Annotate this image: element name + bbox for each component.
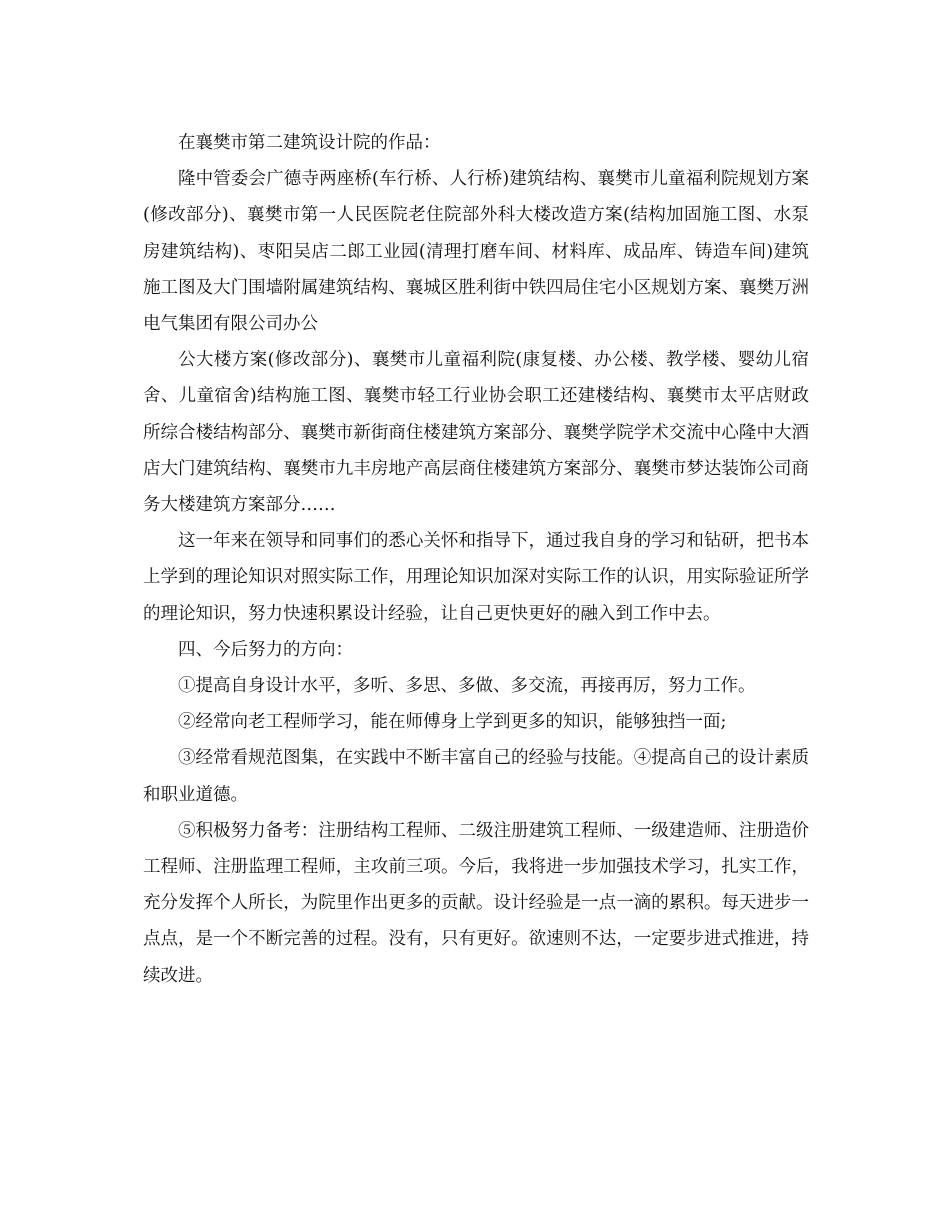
list-item-2: ②经常向老工程师学习，能在师傅身上学到更多的知识，能够独挡一面; (178, 712, 727, 733)
section-heading-future-direction: 四、今后努力的方向： (178, 639, 353, 660)
paragraph-works-heading: 在襄樊市第二建筑设计院的作品： (178, 133, 441, 153)
list-item-3-4: ③经常看规范图集，在实践中不断丰富自己的经验与技能。④提高自己的设计素质和职业道德。 (143, 748, 809, 805)
paragraph-year-summary: 这一年来在领导和同事们的悉心关怀和指导下，通过我自身的学习和钻研，把书本上学到的理论知识对照实际工作，用理论知识加深对实际工作的认识，用实际验证所学的理论知识，努力快速积累设计经验，让自己更快更好的融入到工作中去。 (143, 531, 809, 624)
list-item-5: ⑤积极努力备考：注册结构工程师、二级注册建筑工程师、一级建造师、注册造价工程师、注册监理工程师，主攻前三项。今后，我将进一步加强技术学习，扎实工作，充分发挥个人所长，为院里作出更多的贡献。设计经验是一点一滴的累积。每天进步一点点，是一个不断完善的过程。没有，只有更好。欲速则不达，一定要步进式推进，持续改进。 (143, 820, 809, 986)
list-item-1: ①提高自身设计水平，多听、多思、多做、多交流，再接再厉，努力工作。 (178, 676, 756, 697)
paragraph-works-list-part2: 公大楼方案(修改部分)、襄樊市儿童福利院(康复楼、办公楼、教学楼、婴幼儿宿舍、儿童宿舍)结构施工图、襄樊市轻工行业协会职工还建楼结构、襄樊市太平店财政所综合楼结构部分、襄樊市新街商住楼建筑方案部分、襄樊学院学术交流中心隆中大酒店大门建筑结构、襄樊市九丰房地产高层商住楼建筑方案部分、襄樊市梦达装饰公司商务大楼建筑方案部分…… (143, 350, 809, 516)
document-body (143, 125, 809, 994)
paragraph-works-list-part1: 隆中管委会广德寺两座桥(车行桥、人行桥)建筑结构、襄樊市儿童福利院规划方案(修改部分)、襄樊市第一人民医院老住院部外科大楼改造方案(结构加固施工图、水泵房建筑结构)、枣阳吴店二郎工业园(清理打磨车间、材料库、成品库、铸造车间)建筑施工图及大门围墙附属建筑结构、襄城区胜利街中铁四局住宅小区规划方案、襄樊万洲电气集团有限公司办公 (143, 169, 809, 335)
